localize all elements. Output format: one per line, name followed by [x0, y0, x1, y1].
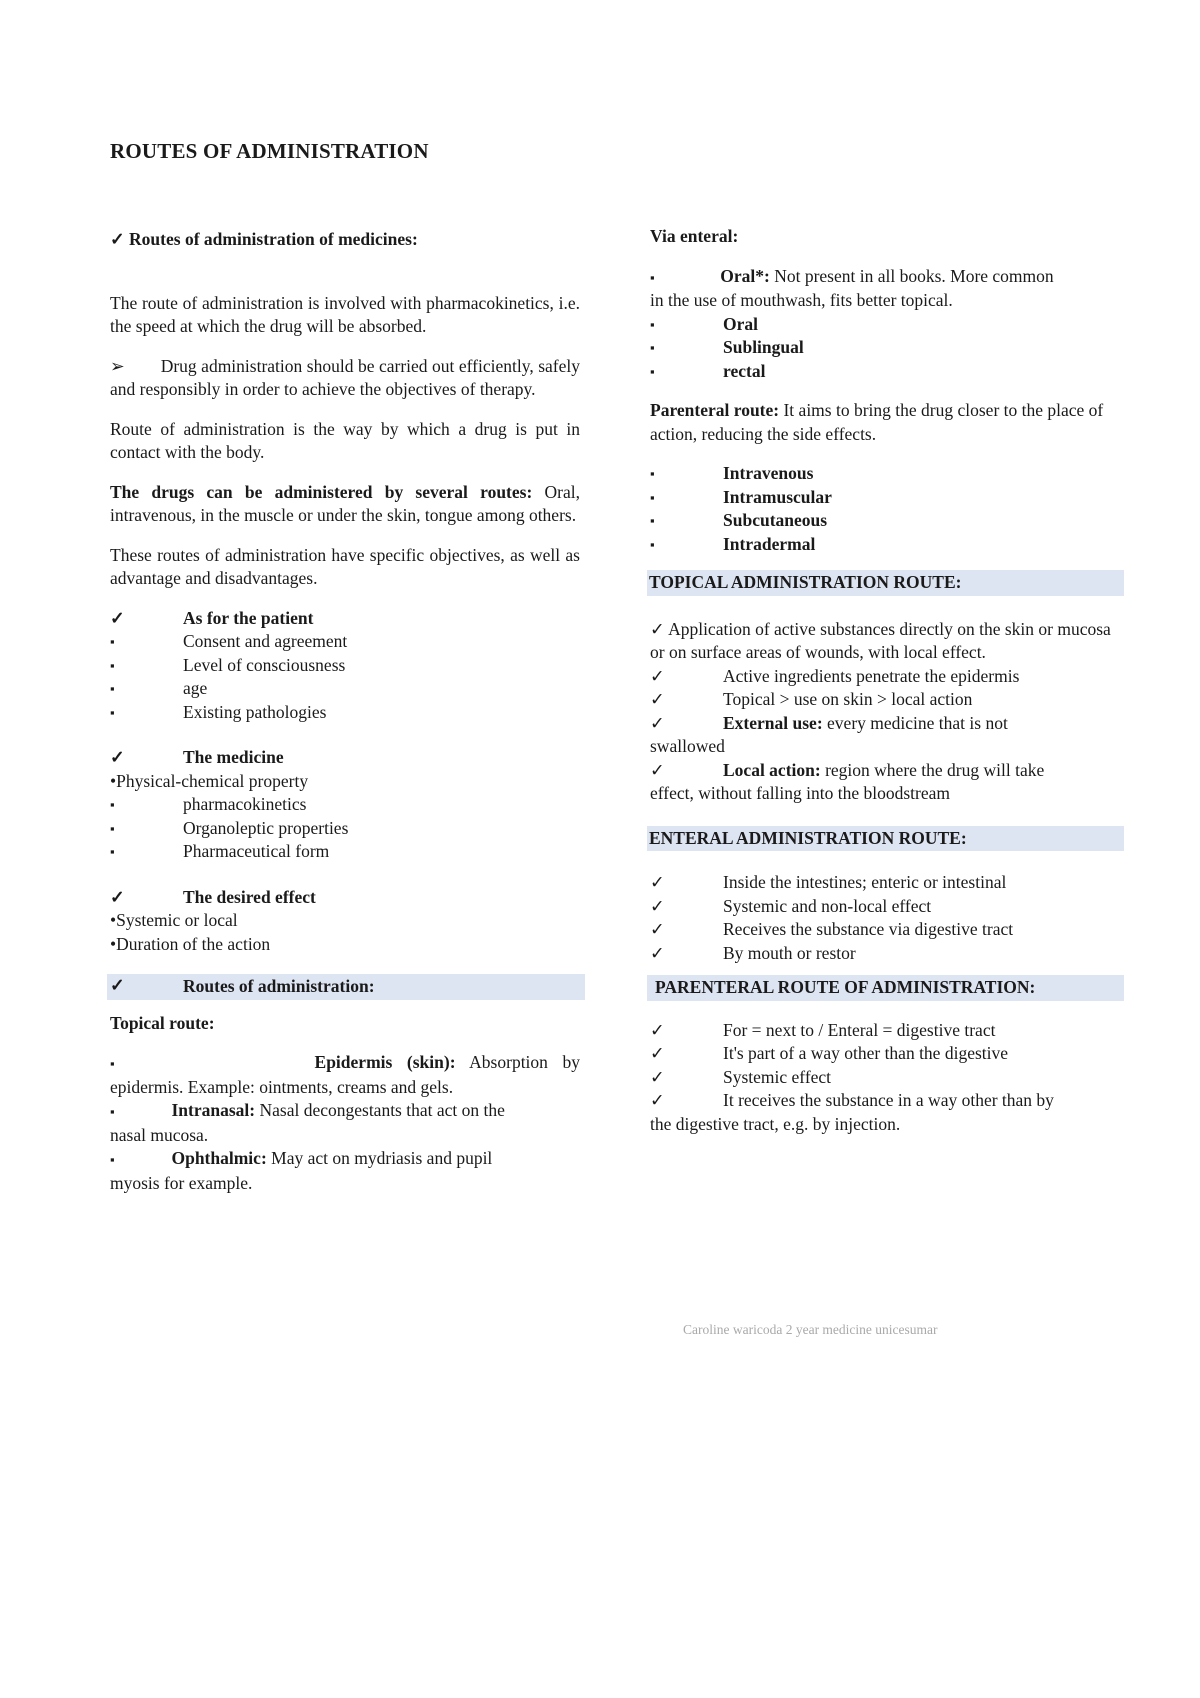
list-item: ✓ Topical > use on skin > local action: [650, 688, 1124, 712]
bullet-icon: ▪: [650, 513, 655, 528]
right-column: [650, 225, 1124, 1136]
topical-route-bar: TOPICAL ADMINISTRATION ROUTE:: [647, 570, 1124, 596]
bullet-icon: ▪: [110, 704, 115, 720]
list-item: ▪ Level of consciousness: [110, 654, 580, 678]
list-item: ▪ Intravenous: [650, 462, 1124, 486]
bullet-icon: ▪: [110, 797, 115, 812]
bullet-icon: ▪: [110, 1056, 125, 1071]
bullet-icon: ▪: [650, 316, 655, 332]
enteral-heading: Via enteral:: [650, 226, 739, 246]
check-icon: ✓: [650, 665, 665, 686]
list-item: ✓ For = next to / Enteral = digestive tract: [650, 1019, 1124, 1043]
list-item: ✓ Active ingredients penetrate the epidermis: [650, 665, 1124, 689]
left-column: [110, 228, 580, 1195]
intro-paragraph-5: These routes of administration have specific objectives, as well as advantage and disadvantages.: [110, 544, 580, 588]
effect-heading: ✓ The desired effect: [110, 886, 580, 910]
check-icon: ✓: [650, 895, 665, 916]
intro-paragraph-2: ➢ Drug administration should be carried out efficiently, safely and responsibly in order to achieve the objectives of therapy.: [110, 355, 581, 399]
list-item: ▪ pharmacokinetics: [110, 793, 580, 817]
intro-paragraph-1: The route of administration is involved with pharmacokinetics, i.e. the speed at which the drug will be absorbed.: [110, 292, 580, 336]
bullet-icon: ▪: [110, 1104, 115, 1119]
bullet-icon: ▪: [650, 269, 655, 285]
bullet-icon: ▪: [650, 363, 655, 379]
list-item: ✓ It receives the substance in a way other than by the digestive tract, e.g. by injection.: [650, 1090, 1054, 1134]
bullet-icon: ▪: [650, 489, 655, 505]
check-icon: ✓: [110, 229, 125, 249]
list-item: ✓ By mouth or restor: [650, 942, 1124, 966]
bullet-icon: ▪: [650, 466, 655, 481]
list-item: ▪ Intramuscular: [650, 486, 1124, 510]
list-item: ✓ Local action: region where the drug will take effect, without falling into the bloodstream: [650, 759, 1045, 803]
footer-credit: Caroline waricoda 2 year medicine unicesumar: [683, 1322, 938, 1337]
bullet-icon: ▪: [110, 1152, 115, 1167]
check-icon: ✓: [650, 942, 665, 963]
routes-bar: ✓ Routes of administration:: [107, 974, 585, 1000]
check-icon: ✓: [650, 1019, 665, 1040]
medicine-heading: ✓ The medicine: [110, 746, 580, 770]
page-title: ROUTES OF ADMINISTRATION: [110, 139, 429, 163]
list-item: ✓ Receives the substance via digestive tract: [650, 918, 1124, 942]
list-item: •Systemic or local: [110, 910, 238, 930]
list-item: ✓ Inside the intestines; enteric or intestinal: [650, 871, 1124, 895]
list-item: ▪ Intranasal: Nasal decongestants that act on the nasal mucosa.: [110, 1100, 505, 1145]
bullet-icon: ▪: [110, 657, 115, 673]
check-icon: ✓: [650, 919, 665, 939]
enteral-route-bar: ENTERAL ADMINISTRATION ROUTE:: [647, 826, 1124, 852]
list-item: ▪ Subcutaneous: [650, 509, 1124, 533]
list-item: •Duration of the action: [110, 933, 271, 954]
arrow-icon: ➢: [110, 355, 125, 376]
bullet-icon: ▪: [110, 820, 115, 836]
check-icon: ✓: [650, 1043, 665, 1063]
bullet-icon: ▪: [110, 681, 115, 696]
list-item: ✓ Systemic and non-local effect: [650, 895, 1124, 919]
list-item: ▪ Epidermis (skin): Absorption by epidermis. Example: ointments, creams and gels.: [110, 1052, 581, 1097]
list-item: ▪ Pharmaceutical form: [110, 840, 580, 864]
check-icon: ✓: [110, 975, 125, 995]
list-item: ▪ Consent and agreement: [110, 630, 580, 654]
check-icon: ✓: [650, 1066, 665, 1087]
bullet-icon: ▪: [110, 844, 115, 859]
check-icon: ✓: [110, 886, 125, 907]
check-icon: ✓: [650, 712, 665, 733]
parenteral-paragraph: Parenteral route: It aims to bring the drug closer to the place of action, reducing the side effects.: [650, 400, 1104, 444]
list-item: ▪ Sublingual: [650, 336, 1124, 360]
check-icon: ✓: [650, 689, 665, 709]
list-item: ▪ rectal: [650, 360, 1124, 384]
intro-paragraph-3: Route of administration is the way by which a drug is put in contact with the body.: [110, 418, 580, 462]
list-item: ▪ Ophthalmic: May act on mydriasis and pupil myosis for example.: [110, 1148, 493, 1193]
list-item: •Physical-chemical property: [110, 770, 309, 791]
check-icon: ✓: [650, 759, 665, 780]
list-item: ✓ External use: every medicine that is not swallowed: [650, 712, 1008, 756]
routes-heading: ✓ Routes of administration of medicines:: [110, 229, 418, 249]
list-item: ▪ Intradermal: [650, 533, 1124, 557]
topical-intro: ✓ Application of active substances directly on the skin or mucosa or on surface areas of wounds, with local effect.: [650, 618, 1111, 662]
check-icon: ✓: [110, 747, 125, 767]
list-item: ✓ Systemic effect: [650, 1066, 1124, 1090]
check-icon: ✓: [110, 607, 125, 628]
list-item: ▪ age: [110, 677, 580, 701]
list-item: ✓ It's part of a way other than the digestive: [650, 1042, 1124, 1066]
list-item: ▪ Existing pathologies: [110, 701, 580, 725]
bullet-icon: ▪: [650, 340, 655, 355]
intro-paragraph-4: The drugs can be administered by several routes: Oral, intravenous, in the muscle or under the skin, tongue among others.: [110, 481, 581, 525]
bullet-icon: ▪: [110, 634, 115, 649]
list-item: ▪ Oral: [650, 313, 1124, 337]
list-item: ▪ Oral*: Not present in all books. More common in the use of mouthwash, fits better topical.: [650, 265, 1054, 310]
patient-heading: ✓ As for the patient: [110, 607, 580, 631]
list-item: ▪ Organoleptic properties: [110, 817, 580, 841]
topical-route-heading: Topical route:: [110, 1012, 215, 1033]
bullet-icon: ▪: [650, 536, 655, 552]
check-icon: ✓: [650, 872, 665, 892]
parenteral-route-bar: PARENTERAL ROUTE OF ADMINISTRATION:: [647, 975, 1124, 1001]
check-icon: ✓: [650, 1090, 665, 1110]
